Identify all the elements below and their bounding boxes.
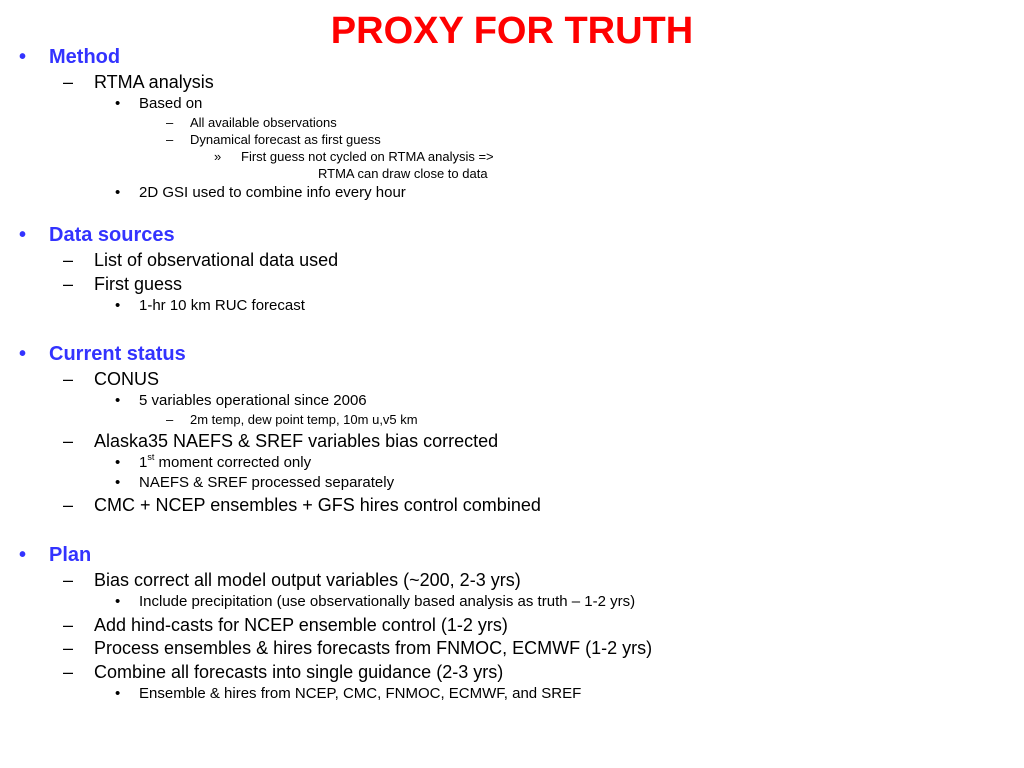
moment-text: moment corrected only <box>154 454 312 471</box>
dash-marker: – <box>63 72 74 92</box>
list-item-naefs-sref: NAEFS & SREF processed separately <box>139 474 395 491</box>
slide-title: PROXY FOR TRUTH <box>330 10 694 52</box>
dash-marker: – <box>63 431 74 451</box>
dash-marker: – <box>63 662 74 682</box>
list-item-bias-all: Bias correct all model output variables (~200, 2-3 yrs) <box>94 570 521 590</box>
list-item-five-vars: 5 variables operational since 2006 <box>139 392 367 409</box>
dash-marker: – <box>63 369 74 389</box>
bullet-marker: • <box>115 454 121 471</box>
chevron-marker: » <box>214 149 222 164</box>
list-item-rtma: RTMA analysis <box>94 72 214 92</box>
list-item-process: Process ensembles & hires forecasts from FNMOC, ECMWF (1-2 yrs) <box>94 638 653 658</box>
list-item-alaska: Alaska35 NAEFS & SREF variables bias corrected <box>94 431 499 451</box>
list-item-first-guess-note: First guess not cycled on RTMA analysis => <box>241 149 494 164</box>
dash-marker: – <box>166 132 174 147</box>
list-item-based-on: Based on <box>139 95 203 112</box>
moment-superscript: st <box>147 452 155 462</box>
dash-marker: – <box>63 615 74 635</box>
list-item-ensemble-hires: Ensemble & hires from NCEP, CMC, FNMOC, ECMWF, and SREF <box>139 685 582 702</box>
list-item-first-guess: First guess <box>94 274 183 294</box>
dash-marker: – <box>63 495 74 515</box>
section-heading-plan: Plan <box>49 544 92 566</box>
bullet-marker: • <box>115 184 121 201</box>
list-item-vars-list: 2m temp, dew point temp, 10m u,v5 km <box>190 412 418 427</box>
section-heading-data-sources: Data sources <box>49 224 175 246</box>
list-item-precip: Include precipitation (use observationally based analysis as truth – 1-2 yrs) <box>139 593 636 610</box>
moment-number: 1 <box>139 454 148 471</box>
bullet-marker: • <box>19 46 27 68</box>
dash-marker: – <box>63 250 74 270</box>
bullet-marker: • <box>115 593 121 610</box>
bullet-marker: • <box>115 297 121 314</box>
list-item-cmc-ncep: CMC + NCEP ensembles + GFS hires control combined <box>94 495 541 515</box>
dash-marker: – <box>63 570 74 590</box>
bullet-marker: • <box>115 392 121 409</box>
dash-marker: – <box>166 115 174 130</box>
list-item-dynamical: Dynamical forecast as first guess <box>190 132 381 147</box>
bullet-marker: • <box>19 544 27 566</box>
bullet-marker: • <box>19 224 27 246</box>
list-item-hindcasts: Add hind-casts for NCEP ensemble control (1-2 yrs) <box>94 615 508 635</box>
list-item-conus: CONUS <box>94 369 160 389</box>
list-item-all-obs: All available observations <box>190 115 337 130</box>
bullet-marker: • <box>115 95 121 112</box>
dash-marker: – <box>166 412 174 427</box>
section-heading-current-status: Current status <box>49 343 186 365</box>
list-item-gsi: 2D GSI used to combine info every hour <box>139 184 406 201</box>
list-item-ruc: 1-hr 10 km RUC forecast <box>139 297 305 314</box>
list-item-first-guess-note-cont: RTMA can draw close to data <box>318 166 488 181</box>
dash-marker: – <box>63 638 74 658</box>
list-item-moment <box>139 454 311 472</box>
bullet-marker: • <box>115 685 121 702</box>
bullet-marker: • <box>115 474 121 491</box>
bullet-marker: • <box>19 343 27 365</box>
section-heading-method: Method <box>49 46 121 68</box>
list-item-combine: Combine all forecasts into single guidance (2-3 yrs) <box>94 662 504 682</box>
dash-marker: – <box>63 274 74 294</box>
list-item-obs-list: List of observational data used <box>94 250 339 270</box>
